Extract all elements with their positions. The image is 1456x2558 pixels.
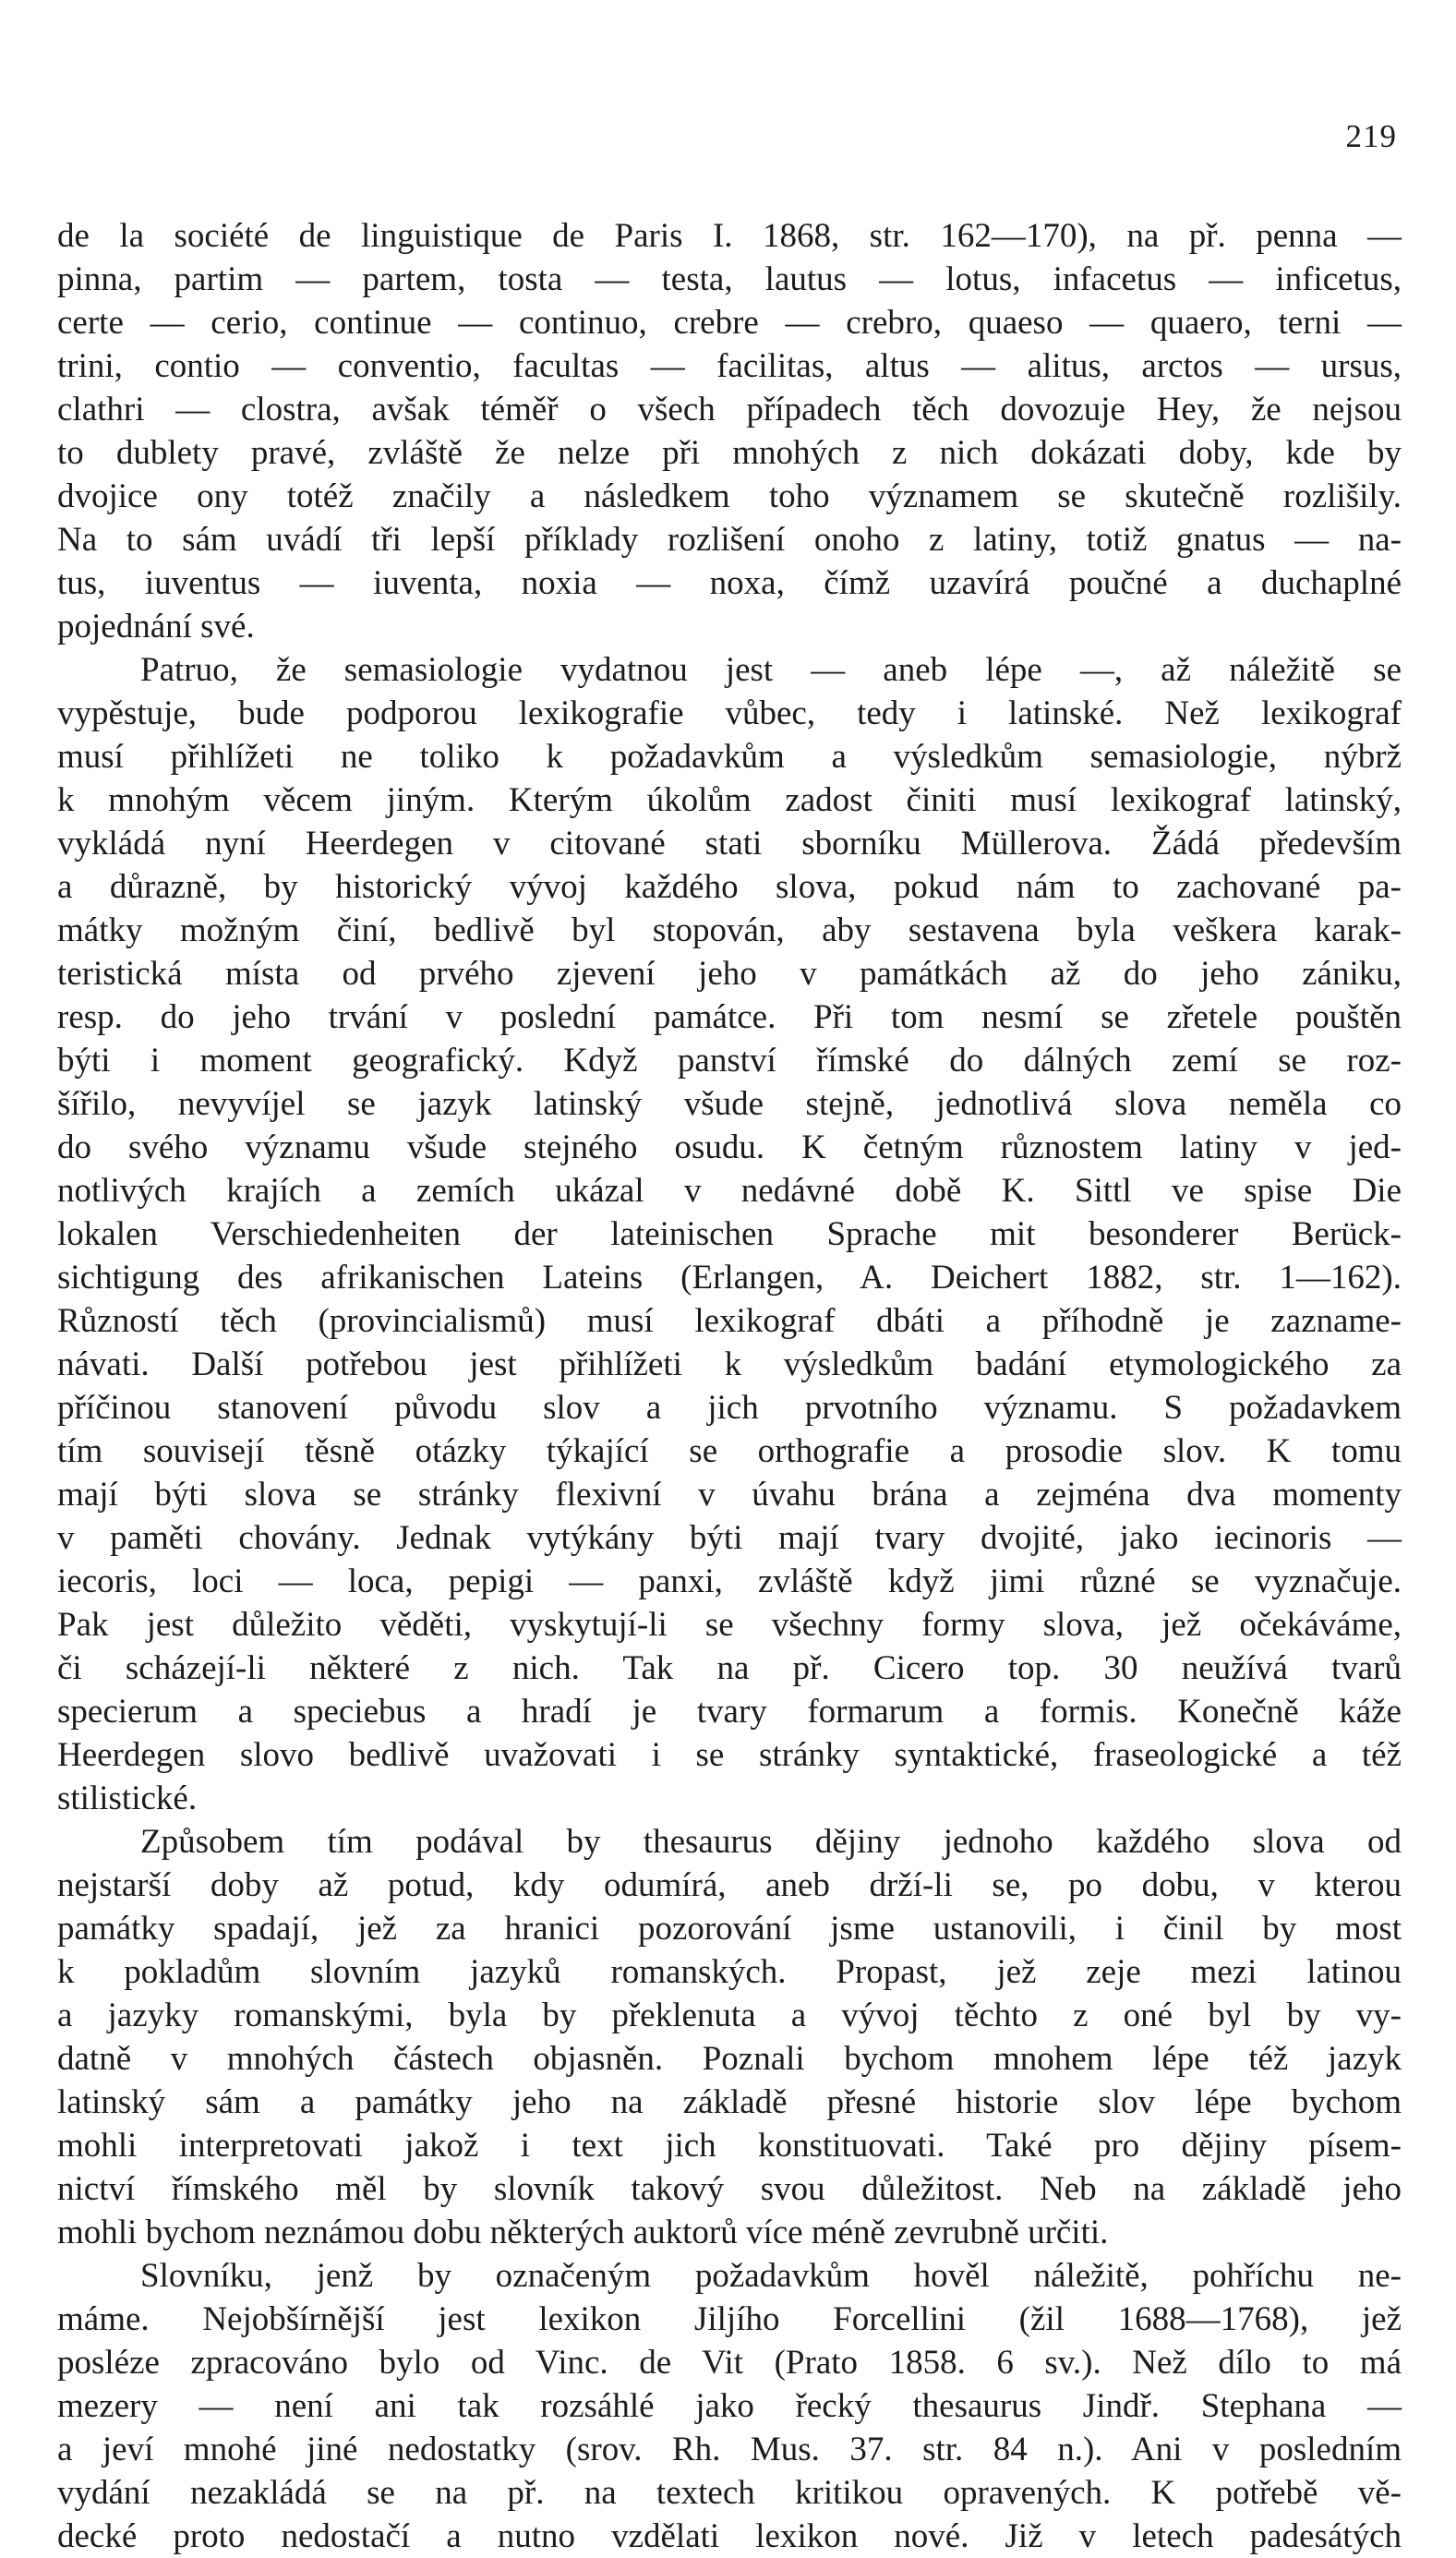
text-line: Způsobem tím podával by thesaurus dějiny jednoho každého slova od: [140, 1823, 1402, 1861]
text-line: mátky možným činí, bedlivě byl stopován, aby sestavena byla veškera karak-: [57, 911, 1402, 949]
text-line: k mnohým věcem jiným. Kterým úkolům zadost činiti musí lexikograf latinský,: [57, 781, 1402, 819]
text-line: v paměti chovány. Jednak vytýkány býti mají tvary dvojité, jako iecinoris —: [57, 1519, 1402, 1557]
text-line: stilistické.: [57, 1780, 198, 1817]
text-line: de la société de linguistique de Paris I. 1868, str. 162—170), na př. penna —: [57, 217, 1402, 255]
text-line: Heerdegen slovo bedlivě uvažovati i se stránky syntaktické, fraseologické a též: [57, 1736, 1402, 1774]
text-line: vypěstuje, bude podporou lexikografie vůbec, tedy i latinské. Než lexikograf: [57, 694, 1402, 732]
text-line: specierum a speciebus a hradí je tvary formarum a formis. Konečně káže: [57, 1693, 1402, 1731]
text-line: do svého významu všude stejného osudu. K četným různostem latiny v jed-: [57, 1128, 1402, 1166]
text-line: trini, contio — conventio, facultas — facilitas, altus — alitus, arctos — ursus,: [57, 347, 1402, 385]
text-line: teristická místa od prvého zjevení jeho v památkách až do jeho zániku,: [57, 955, 1402, 993]
text-line: tím souvisejí těsně otázky týkající se orthografie a prosodie slov. K tomu: [57, 1432, 1402, 1470]
text-line: sichtigung des afrikanischen Lateins (Erlangen, A. Deichert 1882, str. 1—162).: [57, 1259, 1402, 1297]
text-line: pinna, partim — partem, tosta — testa, lautus — lotus, infacetus — inficetus,: [57, 260, 1402, 298]
text-line: vykládá nyní Heerdegen v citované stati sborníku Müllerova. Žádá především: [57, 825, 1402, 863]
text-line: datně v mnohých částech objasněn. Poznali bychom mnohem lépe též jazyk: [57, 2040, 1402, 2078]
text-line: mohli bychom neznámou dobu některých auktorů více méně zevrubně určiti.: [57, 2214, 1109, 2251]
text-line: k pokladům slovním jazyků romanských. Propast, jež zeje mezi latinou: [57, 1953, 1402, 1991]
text-line: Pak jest důležito věděti, vyskytují-li se všechny formy slova, jež očekáváme,: [57, 1606, 1402, 1644]
text-line: nictví římského měl by slovník takový svou důležitost. Neb na základě jeho: [57, 2170, 1402, 2208]
text-line: notlivých krajích a zemích ukázal v nedávné době K. Sittl ve spise Die: [57, 1172, 1402, 1210]
text-line: památky spadají, jež za hranici pozorování jsme ustanovili, i činil by most: [57, 1910, 1402, 1948]
text-line: šířilo, nevyvíjel se jazyk latinský všude stejně, jednotlivá slova neměla co: [57, 1085, 1402, 1123]
text-line: pojednání své.: [57, 608, 255, 646]
text-line: Na to sám uvádí tři lepší příklady rozlišení onoho z latiny, totiž gnatus — na-: [57, 521, 1402, 559]
text-line: lokalen Verschiedenheiten der lateinischen Sprache mit besonderer Berück-: [57, 1215, 1402, 1253]
text-line: mají býti slova se stránky flexivní v úvahu brána a zejména dva momenty: [57, 1476, 1402, 1514]
text-line: decké proto nedostačí a nutno vzdělati lexikon nové. Již v letech padesátých: [57, 2517, 1402, 2555]
text-line: a důrazně, by historický vývoj každého slova, pokud nám to zachované pa-: [57, 868, 1402, 906]
text-line: resp. do jeho trvání v poslední památce. Při tom nesmí se zřetele pouštěn: [57, 998, 1402, 1036]
text-line: býti i moment geografický. Když panství římské do dálných zemí se roz-: [57, 1042, 1402, 1080]
page-number: 219: [1345, 118, 1397, 154]
text-line: latinský sám a památky jeho na základě přesné historie slov lépe bychom: [57, 2083, 1402, 2121]
text-line: Růzností těch (provincialismů) musí lexikograf dbáti a příhodně je zazname-: [57, 1302, 1402, 1340]
text-line: či scházejí-li některé z nich. Tak na př. Cicero top. 30 neužívá tvarů: [57, 1649, 1402, 1687]
text-line: Slovníku, jenž by označeným požadavkům hověl náležitě, pohříchu ne-: [140, 2257, 1402, 2295]
text-line: dvojice ony totéž značily a následkem toho významem se skutečně rozlišily.: [57, 477, 1402, 515]
text-line: vydání nezakládá se na př. na textech kritikou opravených. K potřebě vě-: [57, 2474, 1402, 2512]
text-line: nejstarší doby až potud, kdy odumírá, aneb drží-li se, po dobu, v kterou: [57, 1866, 1402, 1904]
text-line: příčinou stanovení původu slov a jich prvotního významu. S požadavkem: [57, 1389, 1402, 1427]
text-line: mezery — není ani tak rozsáhlé jako řecký thesaurus Jindř. Stephana —: [57, 2387, 1402, 2425]
body-text: [57, 214, 1402, 2558]
text-line: tus, iuventus — iuventa, noxia — noxa, čímž uzavírá poučné a duchaplné: [57, 564, 1402, 602]
text-line: iecoris, loci — loca, pepigi — panxi, zvláště když jimi různé se vyznačuje.: [57, 1563, 1402, 1600]
text-line: návati. Další potřebou jest přihlížeti k výsledkům badání etymologického za: [57, 1345, 1402, 1383]
text-line: clathri — clostra, avšak téměř o všech případech těch dovozuje Hey, že nejsou: [57, 391, 1402, 428]
text-line: a jeví mnohé jiné nedostatky (srov. Rh. Mus. 37. str. 84 n.). Ani v posledním: [57, 2431, 1402, 2468]
text-line: to dublety pravé, zvláště že nelze při mnohých z nich dokázati doby, kde by: [57, 434, 1402, 472]
text-line: certe — cerio, continue — continuo, crebre — crebro, quaeso — quaero, terni —: [57, 304, 1402, 342]
text-line: musí přihlížeti ne toliko k požadavkům a výsledkům semasiologie, nýbrž: [57, 738, 1402, 776]
text-line: máme. Nejobšírnější jest lexikon Jiljího Forcellini (žil 1688—1768), jež: [57, 2300, 1402, 2338]
text-line: posléze zpracováno bylo od Vinc. de Vit (Prato 1858. 6 sv.). Než dílo to má: [57, 2344, 1402, 2382]
text-line: mohli interpretovati jakož i text jich konstituovati. Také pro dějiny písem-: [57, 2127, 1402, 2165]
text-line: Patruo, že semasiologie vydatnou jest — aneb lépe —, až náležitě se: [140, 651, 1402, 689]
text-line: a jazyky romanskými, byla by překlenuta a vývoj těchto z oné byl by vy-: [57, 1997, 1402, 2034]
